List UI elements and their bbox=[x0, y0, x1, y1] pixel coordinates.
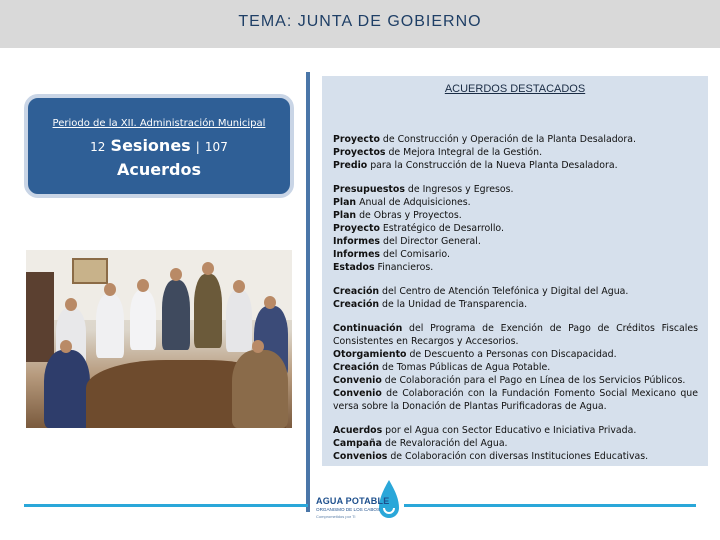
photo-head bbox=[170, 268, 182, 281]
agreement-text: de Revaloración del Agua. bbox=[382, 438, 508, 449]
agreement-keyword: Creación bbox=[333, 299, 380, 310]
agreement-keyword: Convenio bbox=[333, 388, 382, 399]
agreements-group bbox=[333, 424, 698, 463]
meeting-photo bbox=[26, 250, 292, 428]
period-subtitle: Periodo de la XII. Administración Municipal bbox=[52, 118, 266, 129]
agreement-text: de Colaboración para el Pago en Línea de los Servicios Públicos. bbox=[381, 375, 686, 386]
agreement-keyword: Continuación bbox=[333, 323, 403, 334]
photo-person bbox=[232, 350, 288, 428]
agreement-text: del Comisario. bbox=[380, 249, 450, 260]
photo-head bbox=[264, 296, 276, 309]
agreement-text: de Descuento a Personas con Discapacidad. bbox=[406, 349, 617, 360]
divider-line bbox=[306, 72, 310, 512]
agreement-item bbox=[333, 387, 698, 413]
agreement-text: de Mejora Integral de la Gestión. bbox=[385, 147, 543, 158]
agreement-item bbox=[333, 146, 698, 159]
agreement-text: de Colaboración con la Fundación Fomento Social Mexicano que versa sobre la Donación de Plantas Purificadoras de Agua. bbox=[333, 388, 698, 412]
sessions-line bbox=[28, 136, 290, 155]
separator: | bbox=[195, 140, 200, 154]
agreement-text: de Ingresos y Egresos. bbox=[404, 184, 514, 195]
agreement-item bbox=[333, 285, 698, 298]
agreement-keyword: Otorgamiento bbox=[333, 349, 407, 360]
photo-person bbox=[96, 294, 124, 358]
agreement-text: por el Agua con Sector Educativo e Iniciativa Privada. bbox=[382, 425, 637, 436]
agreement-text: del Programa de Exención de Pago de Créditos Fiscales Consistentes en Recargos y Accesorios. bbox=[333, 323, 698, 347]
agreement-text: de Obras y Proyectos. bbox=[356, 210, 462, 221]
agreements-group bbox=[333, 183, 698, 274]
agreement-text: para la Construcción de la Nueva Planta Desaladora. bbox=[367, 160, 618, 171]
photo-head bbox=[65, 298, 77, 311]
summary-box bbox=[24, 94, 294, 198]
agreement-item bbox=[333, 374, 698, 387]
agreements-label: Acuerdos bbox=[117, 160, 201, 179]
agreement-keyword: Convenio bbox=[333, 375, 382, 386]
agreement-keyword: Presupuestos bbox=[333, 184, 405, 195]
agreement-keyword: Informes bbox=[333, 249, 381, 260]
agreement-item bbox=[333, 222, 698, 235]
header-bar bbox=[0, 0, 720, 48]
sessions-label: Sesiones bbox=[110, 136, 191, 155]
agreement-item bbox=[333, 183, 698, 196]
agreements-group bbox=[333, 322, 698, 413]
agreements-panel bbox=[322, 76, 708, 466]
sessions-count: 12 bbox=[90, 140, 106, 154]
agreement-keyword: Proyecto bbox=[333, 134, 380, 145]
agreement-item bbox=[333, 235, 698, 248]
agreement-item bbox=[333, 348, 698, 361]
agreement-item bbox=[333, 261, 698, 274]
photo-person bbox=[194, 274, 222, 348]
photo-head bbox=[104, 283, 116, 296]
agreement-item bbox=[333, 159, 698, 172]
photo-head bbox=[233, 280, 245, 293]
agreement-keyword: Proyectos bbox=[333, 147, 386, 158]
photo-wall-frame bbox=[72, 258, 108, 284]
agreement-keyword: Acuerdos bbox=[333, 425, 383, 436]
agreements-title: ACUERDOS DESTACADOS bbox=[444, 83, 586, 95]
agreement-item bbox=[333, 196, 698, 209]
logo-sub-text: ORGANISMO DE LOS CABOS bbox=[316, 507, 381, 512]
agreement-item bbox=[333, 424, 698, 437]
agreement-keyword: Informes bbox=[333, 236, 381, 247]
photo-person bbox=[226, 290, 252, 352]
photo-head bbox=[137, 279, 149, 292]
agreements-list bbox=[333, 133, 698, 474]
agreement-item bbox=[333, 209, 698, 222]
agreement-item bbox=[333, 437, 698, 450]
agreement-text: del Director General. bbox=[380, 236, 481, 247]
photo-person bbox=[162, 280, 190, 350]
agreement-text: Anual de Adquisiciones. bbox=[356, 197, 471, 208]
agreement-item bbox=[333, 298, 698, 311]
agreement-item bbox=[333, 322, 698, 348]
agreement-keyword: Creación bbox=[333, 286, 380, 297]
agreement-text: de Construcción y Operación de la Planta Desaladora. bbox=[379, 134, 636, 145]
agreement-text: Financieros. bbox=[374, 262, 434, 273]
footer-line-right bbox=[404, 504, 696, 507]
agreement-keyword: Plan bbox=[333, 197, 357, 208]
agreement-keyword: Predio bbox=[333, 160, 368, 171]
agreement-text: de Tomas Públicas de Agua Potable. bbox=[379, 362, 551, 373]
agreement-keyword: Creación bbox=[333, 362, 380, 373]
footer-logo bbox=[316, 478, 402, 524]
photo-head bbox=[252, 340, 264, 353]
logo-tagline: Comprometidos por Ti bbox=[316, 514, 356, 519]
agreement-text: del Centro de Atención Telefónica y Digital del Agua. bbox=[379, 286, 629, 297]
agreement-keyword: Plan bbox=[333, 210, 357, 221]
agreement-item bbox=[333, 133, 698, 146]
agreement-text: de la Unidad de Transparencia. bbox=[379, 299, 528, 310]
agreements-group bbox=[333, 133, 698, 172]
agreement-keyword: Convenios bbox=[333, 451, 388, 462]
agreement-text: de Colaboración con diversas Instituciones Educativas. bbox=[387, 451, 649, 462]
agreement-text: Estratégico de Desarrollo. bbox=[379, 223, 504, 234]
photo-person bbox=[130, 290, 156, 350]
logo-main-text: AGUA POTABLE bbox=[316, 496, 390, 506]
footer-line-left bbox=[24, 504, 308, 507]
agreement-keyword: Estados bbox=[333, 262, 375, 273]
agreement-keyword: Proyecto bbox=[333, 223, 380, 234]
photo-chair bbox=[26, 272, 54, 362]
agreement-item bbox=[333, 361, 698, 374]
agreement-keyword: Campaña bbox=[333, 438, 383, 449]
agreement-item bbox=[333, 450, 698, 463]
photo-person bbox=[44, 350, 90, 428]
agreement-item bbox=[333, 248, 698, 261]
agreements-group bbox=[333, 285, 698, 311]
page-title: TEMA: JUNTA DE GOBIERNO bbox=[238, 13, 482, 30]
photo-head bbox=[60, 340, 72, 353]
photo-head bbox=[202, 262, 214, 275]
agreements-count: 107 bbox=[204, 140, 228, 154]
